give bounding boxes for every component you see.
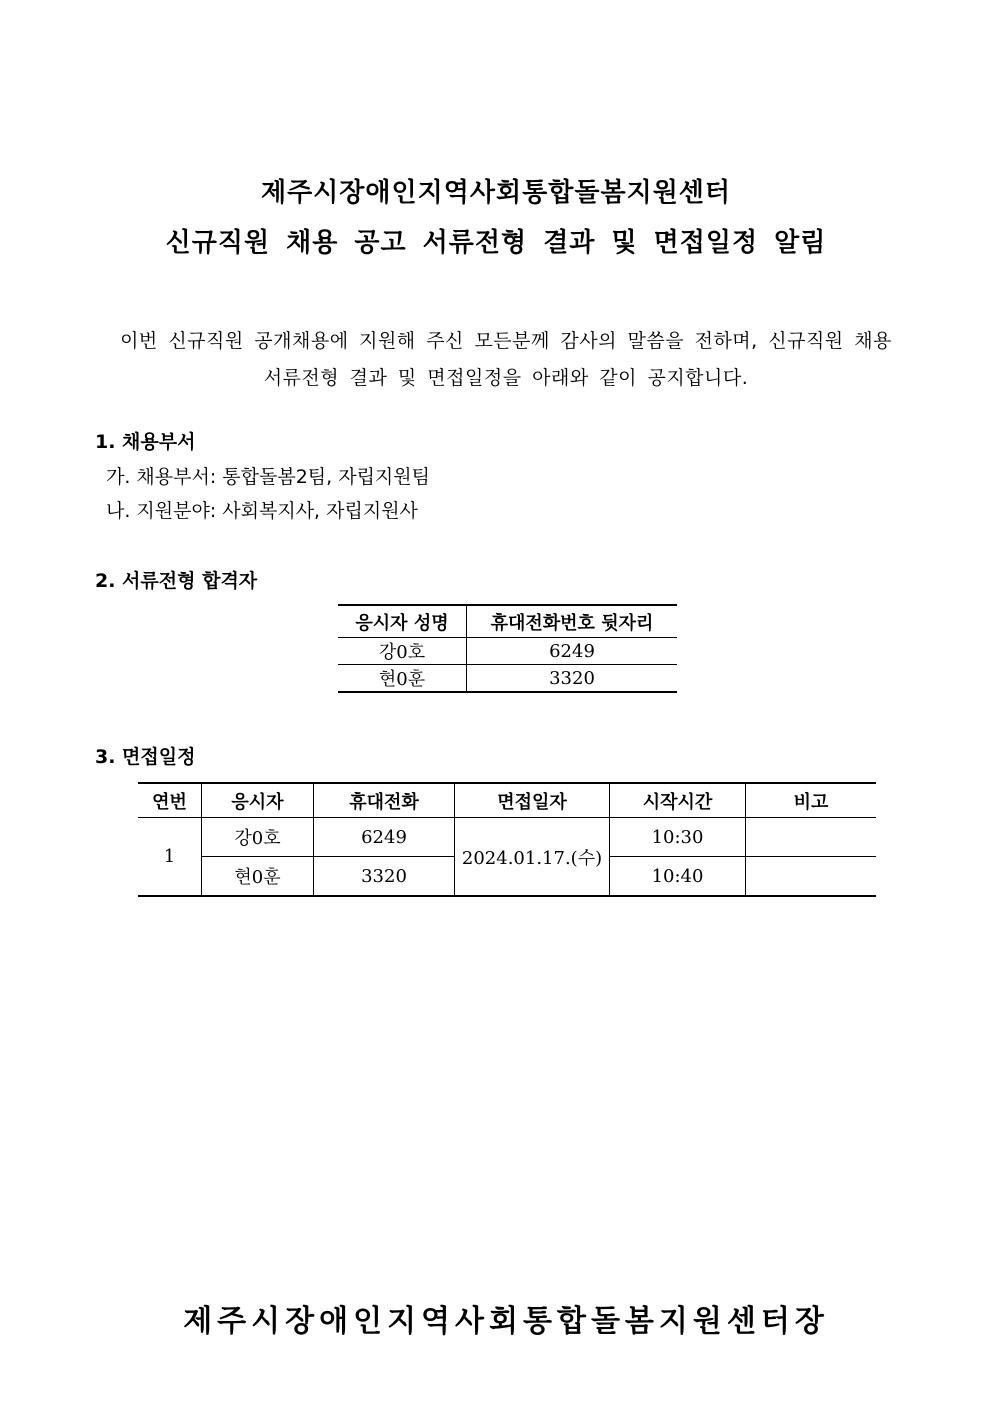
phone-suffix: 3320 bbox=[314, 857, 455, 897]
table-row bbox=[138, 818, 876, 857]
document-subtitle: 신규직원 채용 공고 서류전형 결과 및 면접일정 알림 bbox=[165, 228, 827, 258]
applicant-name: 강0호 bbox=[338, 638, 467, 665]
applicant-name: 현0훈 bbox=[338, 665, 467, 693]
document-title: 제주시장애인지역사회통합돌봄지원센터 bbox=[260, 178, 732, 208]
column-header: 휴대전화 bbox=[314, 783, 455, 818]
section-heading-passers: 2. 서류전형 합격자 bbox=[95, 570, 258, 592]
table-row bbox=[338, 665, 677, 693]
column-header: 시작시간 bbox=[610, 783, 746, 818]
column-header: 비고 bbox=[746, 783, 877, 818]
column-header: 휴대전화번호 뒷자리 bbox=[467, 605, 678, 638]
row-number: 1 bbox=[138, 818, 202, 897]
phone-suffix: 6249 bbox=[314, 818, 455, 857]
table-header-row bbox=[338, 605, 677, 638]
note bbox=[746, 857, 877, 897]
applicant-name: 현0훈 bbox=[202, 857, 314, 897]
column-header: 면접일자 bbox=[455, 783, 610, 818]
column-header: 연번 bbox=[138, 783, 202, 818]
start-time: 10:30 bbox=[610, 818, 746, 857]
phone-suffix: 3320 bbox=[467, 665, 678, 693]
column-header: 응시자 성명 bbox=[338, 605, 467, 638]
section-heading-department: 1. 채용부서 bbox=[95, 431, 196, 453]
department-item: 가. 채용부서: 통합돌봄2팀, 자립지원팀 bbox=[106, 466, 430, 488]
issuer-signature: 제주시장애인지역사회통합돌봄지원센터장 bbox=[183, 1304, 829, 1339]
passers-table bbox=[338, 604, 677, 693]
note bbox=[746, 818, 877, 857]
field-item: 나. 지원분야: 사회복지사, 자립지원사 bbox=[106, 500, 418, 522]
table-header-row bbox=[138, 783, 876, 818]
intro-line-1: 이번 신규직원 공개채용에 지원해 주신 모든분께 감사의 말씀을 전하며, 신규직원 채용 bbox=[120, 330, 892, 352]
interview-schedule-table bbox=[138, 782, 876, 897]
intro-line-2: 서류전형 결과 및 면접일정을 아래와 같이 공지합니다. bbox=[263, 367, 749, 389]
applicant-name: 강0호 bbox=[202, 818, 314, 857]
interview-date: 2024.01.17.(수) bbox=[455, 818, 610, 897]
phone-suffix: 6249 bbox=[467, 638, 678, 665]
table-row bbox=[338, 638, 677, 665]
start-time: 10:40 bbox=[610, 857, 746, 897]
column-header: 응시자 bbox=[202, 783, 314, 818]
section-heading-interview: 3. 면접일정 bbox=[95, 746, 196, 768]
